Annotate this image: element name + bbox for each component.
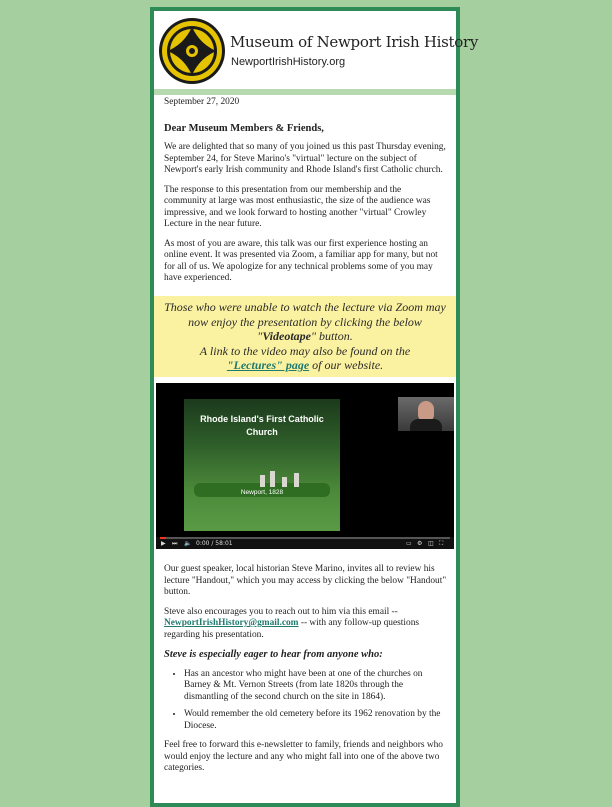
speaker-thumbnail <box>398 397 454 431</box>
callout-text-1: Those who were unable to watch the lecture via Zoom may now enjoy the presentation by clicking the below " <box>164 300 446 343</box>
gravestones-image <box>256 469 306 487</box>
time-readout: 0:00 / 58:01 <box>196 540 233 547</box>
email-link[interactable]: NewportIrishHistory@gmail.com <box>164 618 299 628</box>
settings-icon[interactable]: ⚙ <box>417 540 423 547</box>
video-controls <box>156 537 454 549</box>
slide-title-line-2: Church <box>246 427 278 437</box>
next-icon[interactable]: ⏭ <box>172 540 178 547</box>
callout-text-1-end: " button. <box>311 329 353 343</box>
volume-icon[interactable]: 🔈 <box>184 540 192 547</box>
slide-title-line-1: Rhode Island's First Catholic <box>200 414 324 424</box>
email-text-end: -- with any follow-up questions regarding his presentation. <box>164 618 420 640</box>
slide-title <box>184 413 340 439</box>
callout-text-2-end: of our website. <box>312 358 384 372</box>
eager-heading: Steve is especially eager to hear from anyone who: <box>164 649 383 660</box>
paragraph-2: The response to this presentation from our membership and the community at large was most enthusiastic, the size of the audience was impressive, and we look forward to hosting another "virtual" Crowley Lecture in the near future. <box>164 184 431 229</box>
salutation: Dear Museum Members & Friends, <box>164 122 324 134</box>
list-item: • Would remember the old cemetery before its 1962 renovation by the Diocese. <box>184 709 448 732</box>
speaker-body <box>410 419 442 431</box>
miniplayer-icon[interactable]: ◫ <box>428 540 434 547</box>
list-item: • Has an ancestor who might have been at one of the churches on Barney & Mt. Vernon Streets (from late 1820s through the dismantling of the second church on the site in 1864). <box>184 669 448 704</box>
header <box>154 11 479 89</box>
video-slide <box>184 399 340 531</box>
lectures-page-link[interactable]: "Lectures" page <box>226 358 310 372</box>
letter-body <box>164 95 446 293</box>
email-paragraph <box>164 607 448 642</box>
video-callout <box>154 296 456 377</box>
letter-date: September 27, 2020 <box>164 97 240 107</box>
fullscreen-icon[interactable]: ⛶ <box>439 540 444 547</box>
paragraph-1: We are delighted that so many of you joined us this past Thursday evening, September 24, for Steve Marino's "virtual" lecture on the subject of Newport's early Irish community and Rhode Island's first Catholic church. <box>164 142 446 175</box>
forward-paragraph: Feel free to forward this e-newsletter to family, friends and neighbors who would enjoy the lecture and any who might fall into one of the above two categories. <box>164 740 443 773</box>
slide-caption: Newport, 1828 <box>240 489 284 496</box>
play-icon[interactable]: ▶ <box>161 540 166 547</box>
celtic-cross-logo-icon <box>158 17 226 85</box>
email-text-start: Steve also encourages you to reach out to him via this email -- <box>164 606 398 617</box>
paragraph-3: As most of you are aware, this talk was our first experience hosting an online event. It was presented via Zoom, a familiar app for many, but not for all of us. We apologize for any technical problems some of you may have experienced. <box>164 238 438 283</box>
video-player[interactable] <box>156 383 454 549</box>
callout-text-2: A link to the video may also be found on the <box>199 343 411 358</box>
captions-icon[interactable]: ▭ <box>406 540 412 547</box>
speaker-face <box>418 401 434 421</box>
handout-paragraph: Our guest speaker, local historian Steve Marino, invites all to review his lecture "Handout," which you may access by clicking the below "Handout" button. <box>164 564 447 597</box>
newsletter-frame <box>150 7 479 807</box>
museum-title: Museum of Newport Irish History <box>230 33 479 51</box>
eager-list <box>184 669 448 733</box>
website-url[interactable]: NewportIrishHistory.org <box>231 56 346 68</box>
after-video-section <box>164 564 448 783</box>
videotape-label: Videotape <box>262 329 311 343</box>
